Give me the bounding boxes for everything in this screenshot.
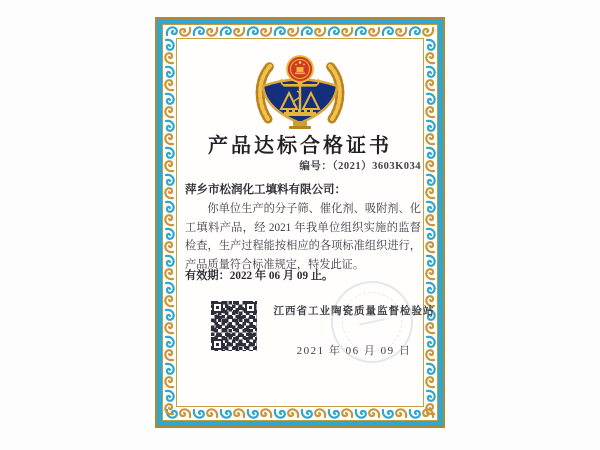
certificate-body: 你单位生产的分子筛、催化剂、吸附剂、化工填料产品，经 2021 年我单位组织实施的监督检查，生产过程能按相应的各项标准组织进行，产品质量符合标准规定，特发此证。: [185, 203, 421, 271]
validity-line: 有效期：2022 年 06 月 09 止。: [185, 270, 334, 282]
certificate-title: 产品达标合格证书: [208, 135, 392, 157]
recipient-company: 萍乡市松润化工填料有限公司：: [185, 184, 346, 196]
issue-date: 2021 年 06 月 09 日: [296, 345, 412, 357]
quality-supervision-emblem: [253, 53, 347, 131]
qr-finder-icon: [212, 302, 223, 313]
qr-code: [211, 301, 257, 351]
certificate: [155, 17, 445, 428]
certificate-number: 编号：（2021）3603K034: [299, 161, 421, 172]
qr-finder-icon: [212, 339, 223, 350]
qr-finder-icon: [245, 302, 256, 313]
issuing-authority: 江西省工业陶瓷质量监督检验站: [273, 306, 435, 317]
